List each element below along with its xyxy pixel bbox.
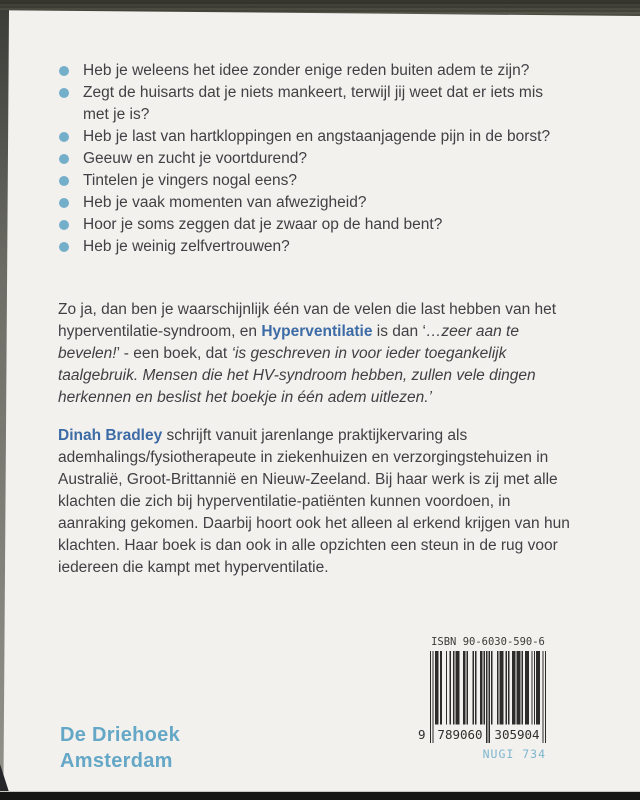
bullet-dot-icon bbox=[59, 132, 69, 142]
barcode-block bbox=[418, 636, 546, 761]
review-between: ’ - een boek, dat bbox=[116, 345, 232, 362]
question-text: Tintelen je vingers nogal eens? bbox=[83, 172, 297, 189]
nugi-code: NUGI 734 bbox=[482, 747, 546, 761]
publisher-name: De Driehoek bbox=[60, 724, 181, 746]
bottom-left-corner-shadow bbox=[0, 764, 9, 792]
symptom-question-list bbox=[58, 60, 558, 258]
list-item bbox=[58, 236, 558, 258]
book-left-edge-shadow bbox=[0, 10, 9, 792]
bullet-dot-icon bbox=[59, 88, 69, 98]
review-paragraph bbox=[58, 299, 582, 409]
review-mid: is dan ‘ bbox=[372, 323, 426, 340]
ean-digits-group-1: 789060 bbox=[435, 727, 485, 742]
list-item bbox=[58, 192, 558, 214]
author-bio: schrijft vanuit jarenlange praktijkervaring als ademhalings/fysiotherapeute in ziekenhuizen en verzorgingstehuizen in Australië, Groot-Brittannië en Nieuw-Zeeland. Bij haar werk is zij met alle klachten die zich bij hyperventilatie-patiënten kunnen voordoen, in aanraking gekomen. Daarbij hoort ook het alleen al erkend krijgen van hun klachten. Haar boek is dan ook in alle opzichten een steun in de rug voor iedereen die kampt met hyperventilatie. bbox=[58, 427, 570, 576]
question-text: Hoor je soms zeggen dat je zwaar op de hand bent? bbox=[83, 216, 443, 233]
review-quote-2: ‘is geschreven in voor ieder toegankelijk taalgebruik. Mensen die het HV-syndroom hebben, zullen vele dingen herkennen en beslist het boekje in één adem uitlezen.’ bbox=[58, 345, 536, 406]
publisher-city: Amsterdam bbox=[60, 750, 173, 772]
bullet-dot-icon bbox=[59, 242, 69, 252]
question-text: Heb je vaak momenten van afwezigheid? bbox=[83, 194, 367, 211]
author-paragraph bbox=[58, 425, 582, 579]
book-bottom-edge-shadow bbox=[0, 791, 640, 800]
question-text: Heb je weinig zelfvertrouwen? bbox=[83, 238, 290, 255]
review-intro: Zo ja, dan ben je waarschijnlijk één van de velen die last hebben van het hyperventilatie-syndroom, en bbox=[58, 301, 557, 340]
question-text: Geeuw en zucht je voortdurend? bbox=[83, 150, 308, 167]
author-name: Dinah Bradley bbox=[58, 427, 163, 444]
list-item bbox=[58, 148, 558, 170]
question-text: Zegt de huisarts dat je niets mankeert, terwijl jij weet dat er iets mis met je is? bbox=[83, 84, 544, 123]
book-pages-top-edge bbox=[0, 0, 640, 16]
bullet-dot-icon bbox=[59, 198, 69, 208]
review-quote-1: …zeer aan te bevelen! bbox=[58, 323, 519, 362]
publisher-block bbox=[60, 722, 180, 774]
book-title: Hyperventilatie bbox=[261, 323, 373, 340]
ean-digit-lead: 9 bbox=[418, 727, 426, 742]
question-text: Heb je weleens het idee zonder enige reden buiten adem te zijn? bbox=[83, 62, 530, 79]
ean-digits-row bbox=[418, 727, 546, 742]
ean-digits-group-2: 305904 bbox=[492, 727, 542, 742]
bullet-dot-icon bbox=[59, 220, 69, 230]
list-item bbox=[58, 60, 558, 82]
bullet-dot-icon bbox=[59, 66, 69, 76]
bullet-dot-icon bbox=[59, 154, 69, 164]
list-item bbox=[58, 126, 558, 148]
list-item bbox=[58, 170, 558, 192]
list-item bbox=[58, 82, 558, 126]
isbn-label: ISBN 90-6030-590-6 bbox=[431, 636, 545, 648]
list-item bbox=[58, 214, 558, 236]
question-text: Heb je last van hartkloppingen en angstaanjagende pijn in de borst? bbox=[83, 128, 551, 145]
bullet-dot-icon bbox=[59, 176, 69, 186]
